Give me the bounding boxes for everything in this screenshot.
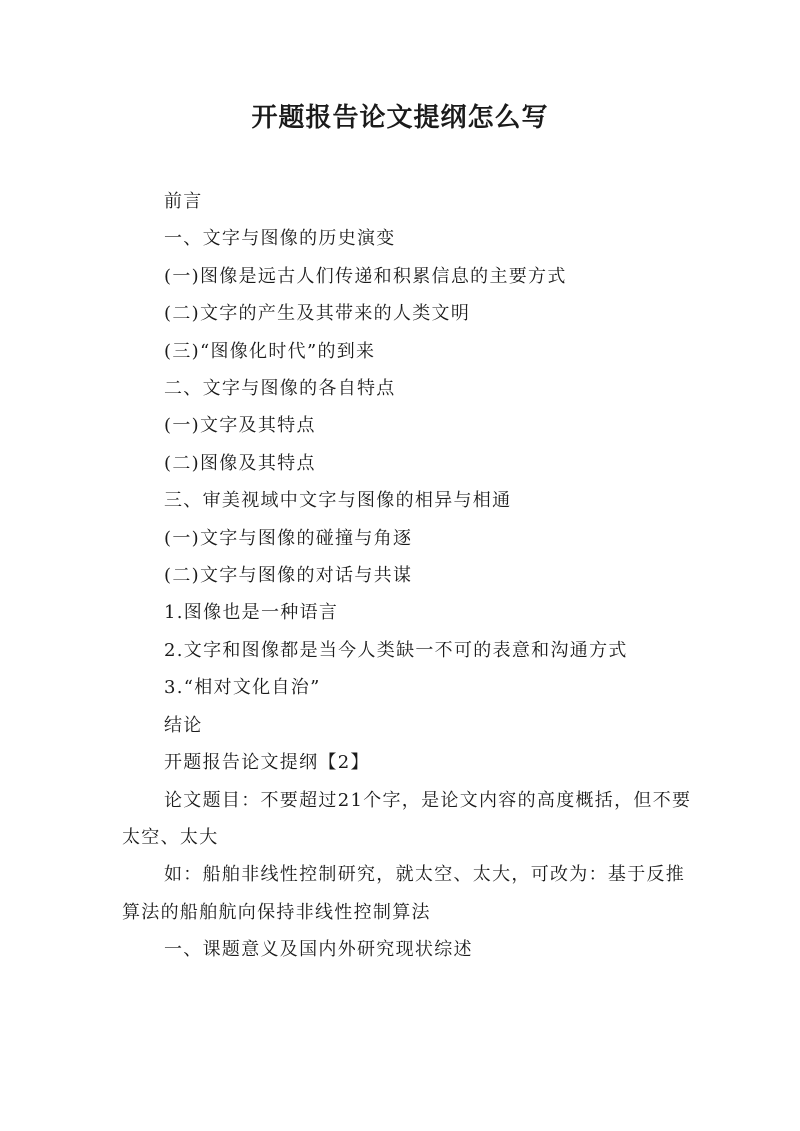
list-item-2: 2.文字和图像都是当今人类缺一不可的表意和沟通方式 (164, 639, 628, 661)
document-title: 开题报告论文提纲怎么写 (251, 103, 549, 133)
paragraph-example: 如：船舶非线性控制研究，就太空、太大，可改为：基于反推算法的船舶航向保持非线性控制算法 (122, 864, 686, 923)
heading-section-3: 三、审美视域中文字与图像的相异与相通 (164, 490, 512, 512)
list-item-3: 3.“相对文化自治” (164, 677, 321, 699)
heading-topic-significance: 一、课题意义及国内外研究现状综述 (164, 939, 473, 961)
paragraph-preface: 前言 (164, 191, 203, 212)
paragraph-thesis-title-note: 论文题目：不要超过21个字，是论文内容的高度概括，但不要太空、太大 (122, 789, 692, 848)
subheading-3-2: (二)文字与图像的对话与共谋 (164, 565, 413, 587)
heading-section-1: 一、文字与图像的历史演变 (164, 228, 396, 250)
subheading-2-2: (二)图像及其特点 (164, 452, 316, 474)
document-body (122, 183, 692, 969)
subheading-2-1: (一)文字及其特点 (164, 415, 316, 437)
subheading-1-1: (一)图像是远古人们传递和积累信息的主要方式 (164, 265, 567, 287)
heading-section-2: 二、文字与图像的各自特点 (164, 378, 396, 400)
subheading-1-3: (三)“图像化时代”的到来 (164, 340, 376, 362)
subheading-1-2: (二)文字的产生及其带来的人类文明 (164, 303, 471, 325)
paragraph-outline-2-title: 开题报告论文提纲【2】 (164, 752, 370, 774)
list-item-1: 1.图像也是一种语言 (164, 602, 339, 624)
subheading-3-1: (一)文字与图像的碰撞与角逐 (164, 527, 413, 549)
paragraph-conclusion: 结论 (164, 714, 203, 736)
